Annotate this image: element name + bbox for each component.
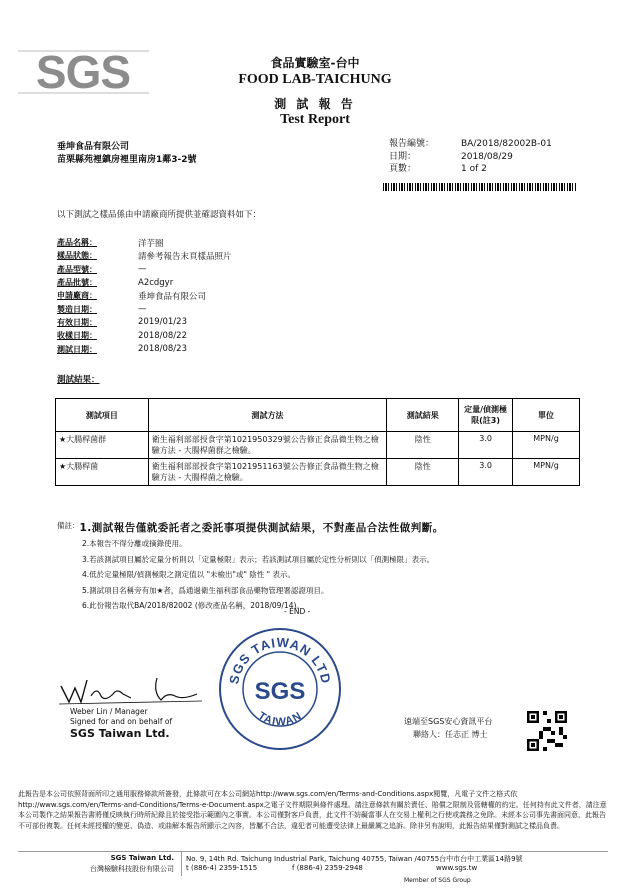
results-title: 測試結果： [57,375,100,385]
date-label: 日期： [389,151,417,162]
header-unit: 單位 [513,399,580,432]
note-list [57,536,617,614]
cell-limit: 3.0 [459,459,513,486]
client-address: 苗栗縣苑裡鎮房裡里南房1鄰3-2號 [57,155,197,165]
table-row [56,432,580,459]
sample-value: A2cdgyr [138,277,174,288]
header-test-item: 測試項目 [56,399,149,432]
svg-text:SGS: SGS [35,46,131,98]
sample-label: 產品名稱： [57,238,97,248]
sample-value: 2018/08/23 [138,344,187,355]
cell-method: 衛生福利部部授食字第1021951163號公告修正食品微生物之檢驗方法 - 大腸桿菌之檢驗。 [148,459,387,486]
sgs-logo [18,44,149,98]
note-line: 6.此份報告取代BA/2018/82002 (修改產品名稱，2018/09/14)。 [82,601,304,610]
notes-prefix: 備註： [57,521,80,530]
sample-info [57,236,357,356]
report-title-zh: 測 試 報 告 [274,97,356,111]
cell-unit: MPN/g [513,432,580,459]
seal-bottom-text: TAIWAN [255,709,305,729]
signature-image [57,672,207,708]
end-marker: - END - [284,607,311,616]
sample-label: 樣品狀態： [57,251,97,261]
report-title-en: Test Report [280,112,350,127]
sample-row [57,276,357,289]
client-name: 垂坤食品有限公司 [57,142,130,152]
note-line: 1.測試報告僅就委託者之委託事項提供測試結果，不對產品合法性做判斷。 [79,522,444,534]
date-value: 2018/08/29 [461,151,513,162]
sample-label: 申請廠商： [57,291,97,301]
table-header-row [56,399,580,432]
cell-result: 陰性 [387,432,459,459]
note-line: 4.低於定量極限/偵測極限之測定值以 "未檢出"或" 陰性 " 表示。 [82,570,296,579]
sample-value: 洋芋圈 [138,238,164,249]
note-first-line [57,520,617,535]
report-meta-row [389,151,589,164]
footer-disclaimer: 此報告是本公司依照背面所印之通用服務條款所簽發，此條款可在本公司網站http://www.sgs.com/en/Terms-and-Conditions.aspx閱覽，凡電子文件之格式依http://www.sgs.com/en/Terms-and-Conditions/Terms-e-Document.aspx之電子文件期限與條件處理。請注意條款有關於責任、賠償之限制及管轄權的約定。任何持有此文件者，請注意本公司製作之結果報告書將僅反映執行時所紀錄且於接受指示範圍內之事實。本公司僅對客戶負責，此文件不妨礙當事人在交易上權利之行使或義務之免除。未經本公司事先書面同意，此報告不可部份複製。任何未經授權的變更、偽造、或曲解本報告所顯示之內容，皆屬不合法，違犯者可能遭受法律上最嚴厲之追訴。除非另有說明，此報告結果僅對測試之樣品負責。 [18,790,607,830]
cell-limit: 3.0 [459,432,513,459]
sample-label: 產品批號： [57,278,97,288]
sample-label: 收樣日期： [57,331,97,341]
sample-row [57,289,357,302]
contact-line2: 聯絡人：任志正 博士 [413,730,488,739]
report-meta-row [389,163,589,176]
sample-label: 有效日期： [57,317,97,327]
cell-item: ★大腸桿菌 [56,459,149,486]
cell-unit: MPN/g [513,459,580,486]
signed-behalf: Signed for and on behalf of [70,717,173,726]
sample-label: 測試日期： [57,344,97,354]
footer-web[interactable]: www.sgs.tw [436,864,478,872]
sample-row [57,236,357,249]
sample-row [57,316,357,329]
header-test-method: 測試方法 [148,399,387,432]
contact-line1: 遠端至SGS安心資訊平台 [404,717,493,726]
report-meta [389,138,589,176]
signatory-name: Weber Lin / Manager [70,707,148,716]
pages-value: 1 of 2 [461,164,487,174]
signatory-company: SGS Taiwan Ltd. [70,727,170,740]
sample-value: — [138,264,147,275]
sample-row [57,302,357,315]
footer-company-zh: 台灣檢驗科技股份有限公司 [90,865,174,873]
footer-company-en: SGS Taiwan Ltd. [110,854,174,862]
sample-value: 垂坤食品有限公司 [138,291,207,302]
sample-label: 產品型號： [57,264,97,274]
sgs-seal [218,627,342,751]
report-number-value: BA/2018/82002B-01 [461,139,552,149]
intro-text: 以下測試之樣品係由申請廠商所提供並確認資料如下： [57,210,262,220]
note-line: 2.本報告不得分離或摘錄使用。 [82,539,187,548]
lab-title-zh: 食品實驗室-台中 [270,56,360,70]
seal-top-text: SGS TAIWAN LTD [226,634,334,686]
lab-title-en: FOOD LAB-TAICHUNG [238,72,392,87]
report-meta-row [389,138,589,151]
header-limit: 定量/偵測極限(註3) [459,399,513,432]
sample-row [57,263,357,276]
qr-code[interactable] [527,711,567,751]
footer-tel: t (886-4) 2359-1515 [186,864,258,872]
sample-value: 請參考報告末頁樣品照片 [138,251,232,262]
cell-method: 衛生福利部部授食字第1021950329號公告修正食品微生物之檢驗方法 - 大腸桿菌群之檢驗。 [148,432,387,459]
footer-divider [18,851,608,852]
results-table [55,398,580,486]
header-test-result: 測試結果 [387,399,459,432]
footer-address: No. 9, 14th Rd. Taichung Industrial Park, Taichung 40755, Taiwan /40755台中市台中工業區14路9號 [186,855,523,863]
sample-row [57,249,357,262]
sample-row [57,329,357,342]
footer-vdivider [181,851,182,876]
note-line: 5.測試項目名稱旁有加★者，爲通過衛生福利部食品藥物管理署認證項目。 [82,585,329,595]
notes [57,520,617,614]
footer-fax: f (886-4) 2359-2948 [292,864,363,872]
note-line: 3.若該測試項目屬於定量分析則以「定量極限」表示；若該測試項目屬於定性分析則以「偵測極限」表示。 [82,554,435,564]
table-row [56,459,580,486]
report-number-label: 報告編號： [389,139,435,149]
seal-center-text: SGS [254,678,306,705]
footer-member: Member of SGS Group [404,877,471,884]
sample-row [57,342,357,355]
sample-value: — [138,304,147,315]
pages-label: 頁數： [389,164,417,174]
svg-text:TAIWAN [256,710,305,728]
sample-value: 2019/01/23 [138,317,187,328]
barcode [383,183,576,191]
sample-label: 製造日期： [57,304,97,314]
cell-item: ★大腸桿菌群 [56,432,149,459]
cell-result: 陰性 [387,459,459,486]
sample-value: 2018/08/22 [138,330,187,341]
